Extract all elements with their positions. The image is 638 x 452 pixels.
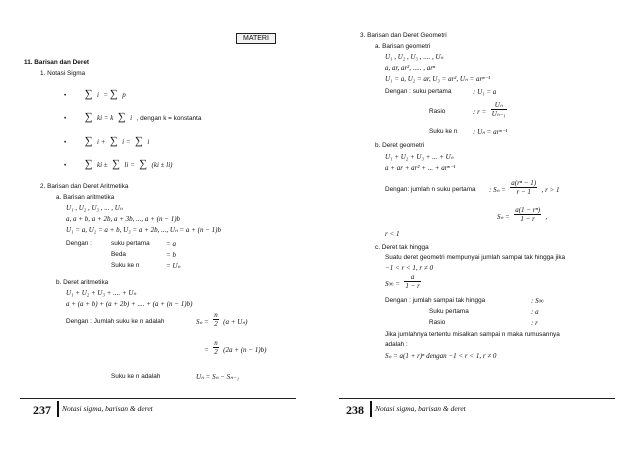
infinite-text: Suatu deret geometri mempunyai jumlah sampai tak hingga jika bbox=[385, 254, 566, 261]
arith-def-term: Beda bbox=[111, 251, 126, 258]
arith-sum-formula-2: = $\frac{n}{2}$ (2a + (n − 1)b) bbox=[204, 339, 267, 357]
geo-sum-formula-2: Sₙ = $\frac{\text{a(1 − rⁿ)}}{1 - r}$ , bbox=[497, 206, 548, 224]
infinite-def-sum-val: : S∞ bbox=[531, 297, 544, 305]
geo-ratio-cond: r < 1 bbox=[385, 230, 400, 238]
arith-nth-term-label: Suku ke n adalah bbox=[111, 373, 161, 380]
geo-def-ratio: Rasio bbox=[429, 108, 446, 115]
arith-seq-label: a. Barisan aritmetika bbox=[56, 194, 115, 201]
arith-sum-formula-1: Sₙ = $\frac{n}{2}$ (a + Uₙ) bbox=[196, 311, 248, 329]
geo-series-values: a + ar + ar² + ... + arⁿ⁻¹ bbox=[385, 164, 456, 172]
sigma-formula-1: • ∑ i = ∑ p bbox=[64, 88, 126, 100]
infinite-def-first-val: : a bbox=[531, 308, 539, 316]
geo-def-nth: Suku ke n bbox=[429, 128, 458, 135]
arith-series-terms: U₁ + U₂ + U₃ + .... + Uₙ bbox=[66, 289, 137, 297]
arith-def-value: = b bbox=[166, 251, 176, 259]
sigma-symbol: ∑ bbox=[139, 158, 148, 170]
infinite-def-sum: Dengan : jumlah sampai tak hingga bbox=[385, 297, 486, 304]
sigma-formula-4: • ∑ ki ± ∑ li = ∑ (ki ± li) bbox=[64, 158, 173, 170]
arith-def-value: = Uₙ bbox=[166, 262, 181, 270]
geo-series-terms: U₁ + U₂ + U₃ + ... + Uₙ bbox=[385, 153, 454, 161]
sigma-symbol: ∑ bbox=[84, 135, 93, 147]
sigma-formula-3: • ∑ i + ∑ i = ∑ i bbox=[64, 135, 150, 147]
geo-seq-terms: U₁ , U₂ , U₃ , .... , Uₙ bbox=[385, 53, 444, 61]
arith-def-term: Suku ke n bbox=[111, 262, 140, 269]
footer-divider bbox=[57, 401, 59, 417]
infinite-para-2: adalah : bbox=[385, 341, 408, 348]
infinite-def-first: Suku pertama bbox=[429, 308, 469, 315]
geo-seq-values: a, ar, ar², ..... , arⁿ bbox=[385, 64, 436, 72]
sigma-symbol: ∑ bbox=[84, 111, 93, 123]
sigma-symbol: ∑ bbox=[135, 135, 143, 147]
arith-subheading: 2. Barisan dan Deret Aritmetika bbox=[40, 183, 129, 190]
arith-series-values: a + (a + b) + (a + 2b) + .... + (a + (n − 1)b) bbox=[66, 300, 193, 308]
page-number: 237 bbox=[33, 403, 51, 417]
infinite-def-ratio: Rasio bbox=[429, 319, 446, 326]
footer-rule bbox=[339, 398, 615, 399]
sigma-symbol: ∑ bbox=[117, 111, 126, 123]
sigma-symbol: ∑ bbox=[112, 158, 120, 170]
arith-def-term: suku pertama bbox=[111, 240, 150, 247]
infinite-last-formula: Sₙ = a(1 + r)ⁿ dengan −1 < r < 1, r ≠ 0 bbox=[385, 352, 497, 360]
infinite-label: c. Deret tak hingga bbox=[375, 244, 429, 251]
materi-badge: MATERI bbox=[236, 33, 276, 44]
geo-sum-formula-1: : Sₙ = $\frac{\text{a(rⁿ − 1)}}{r - 1}$ , r > 1 bbox=[489, 179, 560, 197]
footer-rule bbox=[20, 398, 296, 399]
arith-def-label: Dengan : bbox=[66, 240, 92, 247]
sigma-symbol: ∑ bbox=[109, 135, 118, 147]
infinite-def-ratio-val: : r bbox=[531, 319, 538, 327]
geo-def-first: Dengan : suku pertama bbox=[385, 88, 452, 95]
geo-sum-text: Dengan: jumlah n suku pertama bbox=[385, 186, 476, 193]
arith-seq-general: U₁ = a, U₂ = a + b, U₃ = a + 2b, ..., Uₙ = a + (n − 1)b bbox=[66, 226, 222, 234]
geo-def-ratio-formula: : r = $\frac{\text{Uₙ}}{\text{Uₙ₋₁}}$ bbox=[473, 101, 506, 119]
infinite-cond: −1 < r < 1, r ≠ 0 bbox=[385, 264, 433, 272]
sigma-symbol: ∑ bbox=[84, 158, 93, 170]
footer-title: Notasi sigma, barisan & deret bbox=[62, 404, 153, 413]
arith-seq-values: a, a + b, a + 2b, a + 3b, ..., a + (n − 1)b bbox=[66, 215, 181, 223]
sigma-symbol: ∑ bbox=[84, 88, 93, 100]
footer-divider bbox=[370, 401, 372, 417]
arith-series-label: b. Deret aritmetika bbox=[56, 279, 109, 286]
sigma-subheading: 1. Notasi Sigma bbox=[40, 70, 86, 77]
arith-nth-term-formula: Uₙ = Sₙ − Sₙ₋₁ bbox=[196, 373, 239, 381]
geo-seq-label: a. Barisan geometri bbox=[375, 43, 431, 50]
arith-def-value: = a bbox=[166, 240, 176, 248]
arith-sum-text: Dengan : Jumlah suku ke n adalah bbox=[66, 318, 165, 325]
sigma-formula-2: • ∑ ki = k ∑ i , dengan k = konstanta bbox=[64, 111, 202, 123]
geo-seq-general: U₁ = a, U₂ = ar, U₃ = ar², Uₙ = arⁿ⁻¹ bbox=[385, 75, 491, 83]
section-heading: 11. Barisan dan Deret bbox=[24, 59, 90, 66]
page-number: 238 bbox=[346, 403, 364, 417]
geo-heading: 3. Barisan dan Deret Geometri bbox=[360, 32, 447, 39]
geo-def-first-val: : U₁ = a bbox=[473, 88, 497, 96]
sigma-symbol: ∑ bbox=[109, 88, 118, 100]
geo-def-nth-val: : Uₙ = arⁿ⁻¹ bbox=[473, 128, 508, 136]
geo-series-label: b. Deret geometri bbox=[375, 142, 425, 149]
arith-seq-terms: U₁ , U₂ , U₃ , ... , Uₙ bbox=[66, 204, 123, 212]
infinite-para-1: Jika jumlahnya tertentu misalkan sampai n maka rumusannya bbox=[385, 331, 560, 338]
infinite-formula: S∞ = $\frac{a}{1 - r}$ bbox=[385, 273, 420, 291]
footer-title: Notasi sigma, barisan & deret bbox=[375, 404, 466, 413]
right-page bbox=[319, 0, 638, 452]
